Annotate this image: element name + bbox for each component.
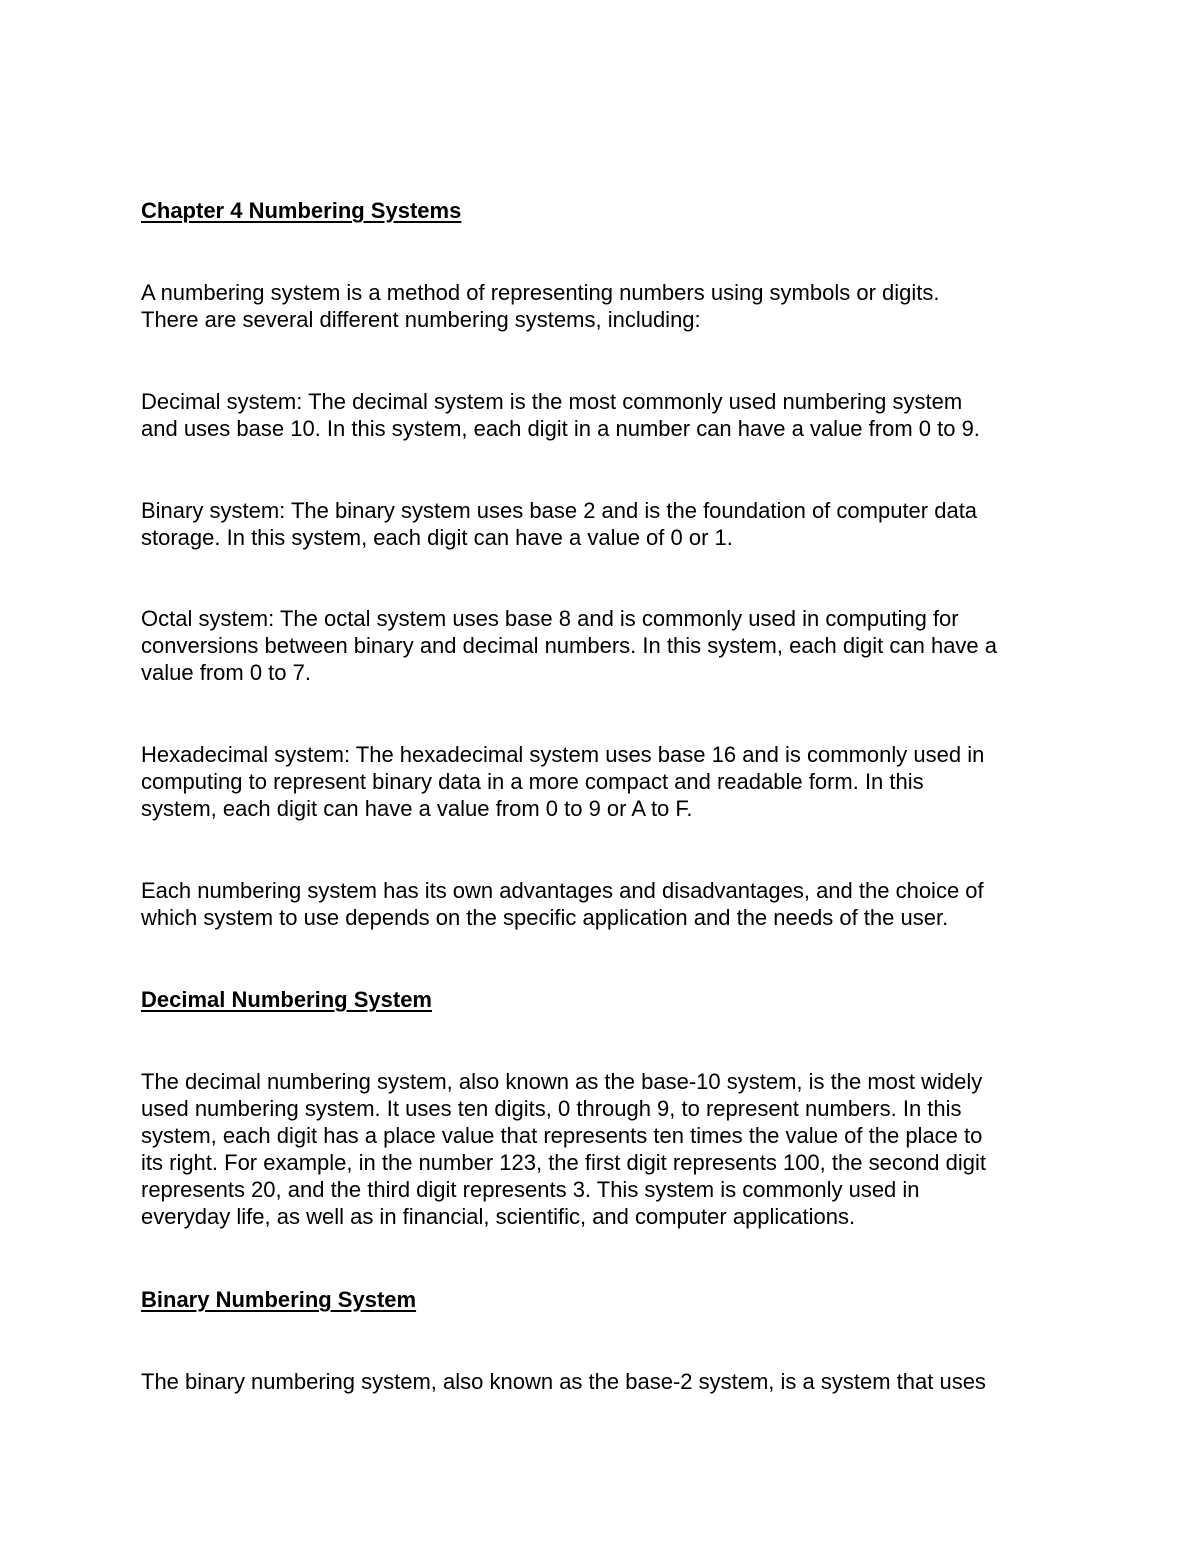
closing-paragraph: Each numbering system has its own advantages and disadvantages, and the choice of which system to use depends on the specific application and the needs of the user.: [141, 878, 984, 930]
decimal-summary-paragraph: Decimal system: The decimal system is the most commonly used numbering system and uses base 10. In this system, each digit in a number can have a value from 0 to 9.: [141, 389, 980, 441]
binary-section-body: The binary numbering system, also known as the base-2 system, is a system that uses: [141, 1369, 986, 1394]
hexadecimal-summary-paragraph: Hexadecimal system: The hexadecimal system uses base 16 and is commonly used in computing to represent binary data in a more compact and readable form. In this system, each digit can have a value from 0 to 9 or A to F.: [141, 742, 985, 821]
chapter-title: Chapter 4 Numbering Systems: [141, 198, 462, 223]
decimal-section-body: The decimal numbering system, also known as the base-10 system, is the most widely used numbering system. It uses ten digits, 0 through 9, to represent numbers. In this system, each digit has a place value that represents ten times the value of the place to its right. For example, in the number 123, the first digit represents 100, the second digit represents 20, and the third digit represents 3. This system is commonly used in everyday life, as well as in financial, scientific, and computer applications.: [141, 1069, 987, 1229]
binary-summary-paragraph: Binary system: The binary system uses base 2 and is the foundation of computer data storage. In this system, each digit can have a value of 0 or 1.: [141, 498, 978, 550]
octal-summary-paragraph: Octal system: The octal system uses base 8 and is commonly used in computing for conversions between binary and decimal numbers. In this system, each digit can have a value from 0 to 7.: [141, 606, 998, 685]
intro-paragraph: A numbering system is a method of representing numbers using symbols or digits. There are several different numbering systems, including:: [141, 280, 940, 332]
decimal-section-heading: Decimal Numbering System: [141, 987, 432, 1012]
binary-section-heading: Binary Numbering System: [141, 1287, 417, 1312]
